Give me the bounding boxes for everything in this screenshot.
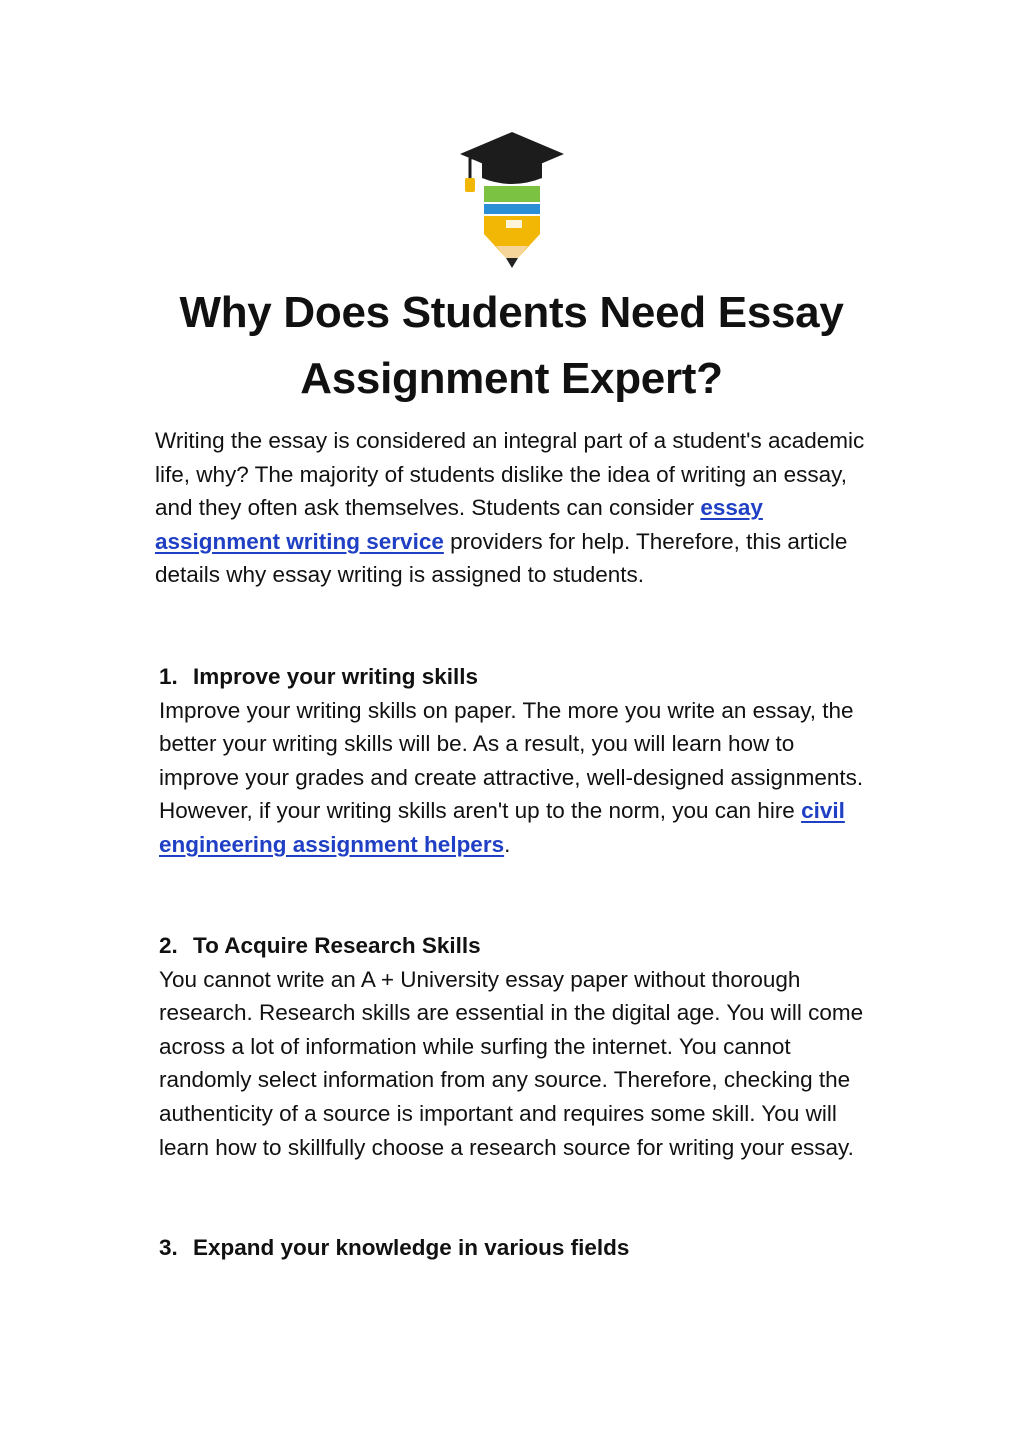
section-heading-text: To Acquire Research Skills bbox=[193, 933, 481, 958]
essay-assignment-writing-service-link[interactable]: essay assignment writing service bbox=[155, 495, 763, 554]
section-heading-text: Improve your writing skills bbox=[193, 664, 479, 689]
section-heading bbox=[159, 1231, 879, 1265]
section-expand-knowledge bbox=[159, 1231, 879, 1265]
section-number: 3. bbox=[159, 1235, 178, 1260]
section-number: 1. bbox=[159, 664, 178, 689]
section-number: 2. bbox=[159, 933, 178, 958]
intro-paragraph bbox=[155, 424, 875, 592]
intro-text-after-link: providers for help. Therefore, this article details why essay writing is assigned to students. bbox=[155, 528, 848, 588]
section-heading bbox=[159, 660, 879, 694]
graduation-cap-pencil-icon bbox=[456, 128, 568, 270]
section-body bbox=[159, 694, 879, 862]
section-body-text-after-link: . bbox=[504, 831, 511, 857]
section-improve-writing-skills bbox=[159, 660, 879, 862]
section-body-text: Improve your writing skills on paper. The more you write an essay, the better your writing skills will be. As a result, you will learn how to improve your grades and create attractive, well-designed assignments. However, if your writing skills aren't up to the norm, you can hire bbox=[159, 697, 864, 824]
intro-text-before-link: Writing the essay is considered an integral part of a student's academic life, why? The majority of students dislike the idea of writing an essay, and they often ask themselves. Students can consider bbox=[155, 428, 865, 521]
section-body: You cannot write an A + University essay paper without thorough research. Research skills are essential in the digital age. You will come across a lot of information while surfing the internet. You cannot randomly select information from any source. Therefore, checking the authenticity of a source is important and requires some skill. You will learn how to skillfully choose a research source for writing your essay. bbox=[159, 966, 864, 1160]
section-heading-text: Expand your knowledge in various fields bbox=[193, 1235, 630, 1260]
title-line-1: Why Does Students Need Essay bbox=[179, 288, 844, 337]
page-title bbox=[120, 280, 903, 412]
section-heading bbox=[159, 929, 879, 963]
title-line-2: Assignment Expert? bbox=[300, 354, 723, 403]
civil-engineering-assignment-helpers-link[interactable]: civil engineering assignment helpers bbox=[159, 798, 845, 857]
section-acquire-research-skills bbox=[159, 929, 879, 1164]
